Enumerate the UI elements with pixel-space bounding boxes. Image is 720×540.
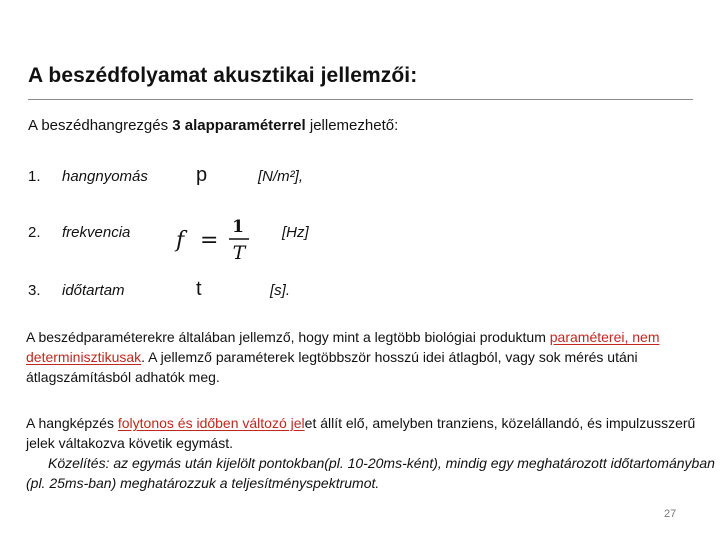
param-name-pressure: hangnyomás	[62, 168, 148, 185]
param-number: 2.	[28, 224, 41, 241]
param-name-duration: időtartam	[62, 282, 125, 299]
param-unit-pressure: [N/m²],	[258, 168, 303, 185]
page-number: 27	[664, 508, 677, 520]
param-unit-frequency: [Hz]	[282, 224, 309, 241]
intro-text: A beszédhangrezgés 3 alapparaméterrel jellemezhető:	[28, 117, 399, 134]
approximation-text: Közelítés: az egymás után kijelölt pontokban(pl. 10-20ms-ként), mindig egy meghatározott időtartományban (pl. 25ms-ban) meghatározzuk a teljesítményspektrumot.	[26, 455, 715, 491]
title-divider	[28, 99, 693, 100]
frequency-formula	[170, 215, 260, 263]
param-name-frequency: frekvencia	[62, 224, 131, 241]
param-symbol-duration: t	[196, 278, 202, 300]
page-title: A beszédfolyamat akusztikai jellemzői:	[28, 64, 418, 87]
param-number: 3.	[28, 282, 41, 299]
formula-denominator: T	[232, 242, 246, 263]
highlight-nondeterministic: paraméterei, nem determinisztikusak	[26, 329, 660, 365]
param-unit-duration: [s].	[270, 282, 291, 299]
param-number: 1.	[28, 168, 41, 185]
formula-numerator: 1	[232, 217, 244, 237]
param-symbol-pressure: p	[196, 164, 208, 186]
paragraph-parameters: A beszédparaméterekre általában jellemző, hogy mint a legtöbb biológiai produktum paraméterei, nem determinisztikusak. A jellemző paraméterek legtöbbször hosszú idei átlagból, vagy sok mérés utáni átlagszámításból adhatók meg.	[26, 329, 660, 385]
paragraph-signal: A hangképzés folytonos és időben változó jelet állít elő, amelyben tranziens, közelállandó, és impulzusszerű jelek váltakozva követik egymást. Közelítés: az egymás után kijelölt pontokban(pl. 10-20ms-ként), mindig egy meghatározott időtartományban (pl. 25ms-ban) meghatározzuk a teljesítményspektrumot.	[26, 415, 715, 491]
formula-equals: =	[200, 228, 219, 253]
formula-lhs: f	[176, 228, 185, 253]
highlight-continuous-signal: folytonos és időben változó jel	[117, 415, 305, 431]
